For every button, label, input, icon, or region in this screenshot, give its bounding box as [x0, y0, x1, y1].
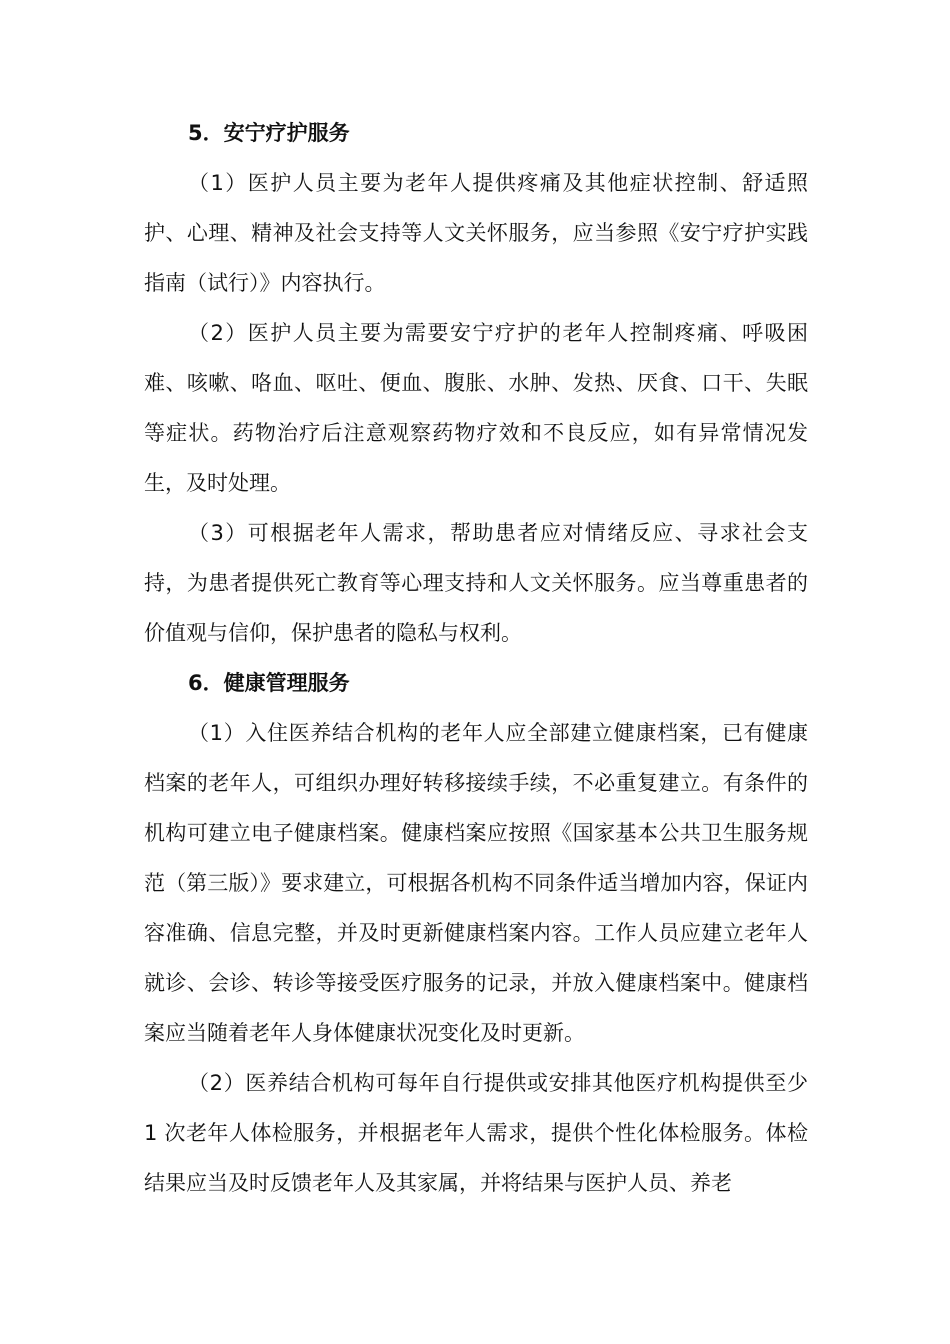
paragraph-hospice-2: （2）医护人员主要为需要安宁疗护的老年人控制疼痛、呼吸困难、咳嗽、咯血、呕吐、便血、腹胀、水肿、发热、厌食、口干、失眠等症状。药物治疗后注意观察药物疗效和不良反应，如有异常情况发生，及时处理。 — [144, 321, 808, 495]
paragraph-health-1: （1）入住医养结合机构的老年人应全部建立健康档案，已有健康档案的老年人，可组织办理好转移接续手续，不必重复建立。有条件的机构可建立电子健康档案。健康档案应按照《国家基本公共卫生服务规范（第三版）》要求建立，可根据各机构不同条件适当增加内容，保证内容准确、信息完整，并及时更新健康档案内容。工作人员应建立老年人就诊、会诊、转诊等接受医疗服务的记录，并放入健康档案中。健康档案应当随着老年人身体健康状况变化及时更新。 — [144, 721, 808, 1045]
paragraph-health-2: （2）医养结合机构可每年自行提供或安排其他医疗机构提供至少 1 次老年人体检服务，并根据老年人需求，提供个性化体检服务。体检结果应当及时反馈老年人及其家属，并将结果与医护人员、养老 — [144, 1071, 808, 1195]
document-page — [144, 108, 808, 1208]
paragraph-hospice-3: （3）可根据老年人需求，帮助患者应对情绪反应、寻求社会支持，为患者提供死亡教育等心理支持和人文关怀服务。应当尊重患者的价值观与信仰，保护患者的隐私与权利。 — [144, 521, 808, 645]
section-heading-hospice-care: 5．安宁疗护服务 — [188, 121, 350, 145]
paragraph-hospice-1: （1）医护人员主要为老年人提供疼痛及其他症状控制、舒适照护、心理、精神及社会支持等人文关怀服务，应当参照《安宁疗护实践指南（试行）》内容执行。 — [144, 171, 808, 295]
section-heading-health-management: 6．健康管理服务 — [188, 671, 350, 695]
